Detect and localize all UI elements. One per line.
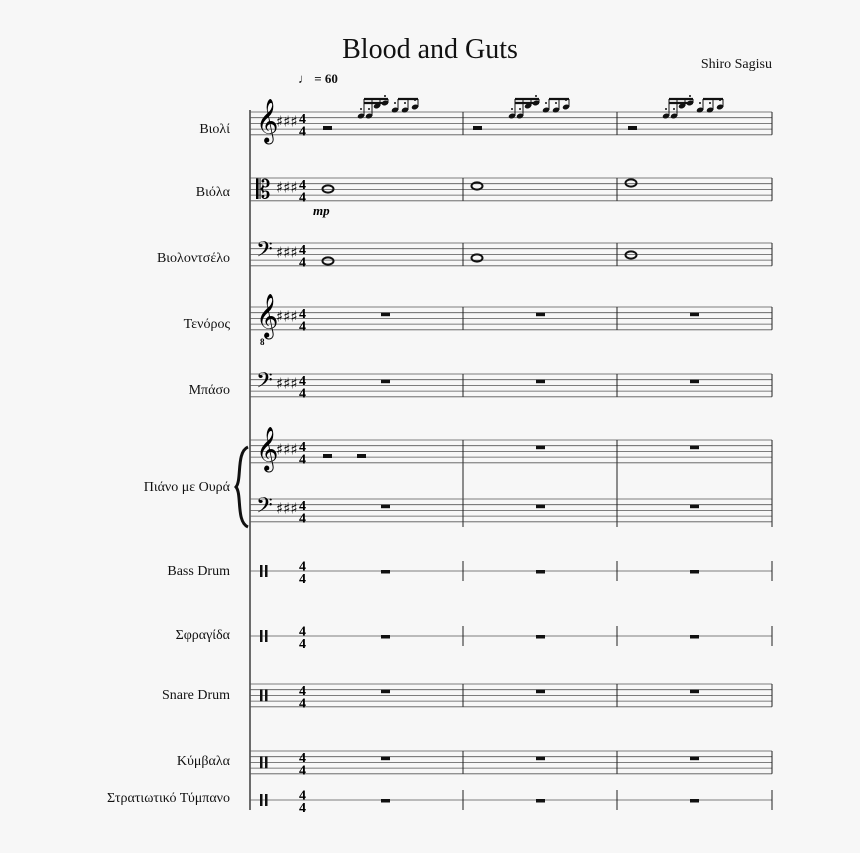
time-signature-top: 4 xyxy=(299,306,306,322)
time-signature-bottom: 4 xyxy=(299,637,306,652)
time-signature-top: 4 xyxy=(299,559,306,575)
time-signature-top: 4 xyxy=(299,111,306,127)
key-signature-sharps: ♯♯♯ xyxy=(276,307,298,326)
staccato-dot xyxy=(555,102,557,104)
staccato-dot xyxy=(384,95,386,97)
staccato-dot xyxy=(673,108,675,110)
whole-rest xyxy=(690,690,699,694)
half-rest xyxy=(323,126,332,130)
staccato-dot xyxy=(511,108,513,110)
time-signature-bottom: 4 xyxy=(299,319,306,335)
time-signature-top: 4 xyxy=(299,242,306,258)
time-signature-top: 4 xyxy=(299,750,306,766)
percussion-staff xyxy=(250,560,772,588)
whole-note xyxy=(472,254,483,261)
whole-note xyxy=(323,257,334,264)
time-signature-bottom: 4 xyxy=(299,763,306,779)
bass-clef-icon: 𝄢 xyxy=(256,493,273,524)
time-signature-bottom: 4 xyxy=(299,190,306,206)
whole-rest xyxy=(536,799,545,803)
whole-rest xyxy=(536,635,545,639)
whole-rest xyxy=(690,635,699,639)
instrument-label-cymbals: Κύμβαλα xyxy=(176,754,230,769)
bass-clef-icon: 𝄢 xyxy=(256,237,273,268)
whole-rest xyxy=(536,757,545,761)
violin-note-groups xyxy=(357,95,724,119)
percussion-clef-icon xyxy=(260,794,263,806)
whole-rest xyxy=(536,313,545,317)
staccato-dot xyxy=(404,102,406,104)
instrument-label-violin: Βιολί xyxy=(199,122,230,137)
time-signature-top: 4 xyxy=(299,683,306,699)
staff xyxy=(250,368,772,401)
percussion-clef-icon xyxy=(260,689,263,701)
key-signature-sharps: ♯♯♯ xyxy=(276,112,298,131)
whole-rest xyxy=(536,380,545,384)
note-group xyxy=(508,95,570,119)
time-signature-top: 4 xyxy=(299,177,306,193)
percussion-staff xyxy=(250,789,772,817)
percussion-clef-icon xyxy=(260,630,263,642)
time-signature-bottom: 4 xyxy=(299,572,306,587)
staccato-dot xyxy=(689,95,691,97)
half-rest xyxy=(473,126,482,130)
percussion-clef-icon xyxy=(260,756,263,768)
octave-marker: 8 xyxy=(260,336,265,347)
time-signature-top: 4 xyxy=(299,439,306,455)
score-title: Blood and Guts xyxy=(342,34,518,65)
tempo-marking: ♩ = 60 xyxy=(298,71,338,86)
percussion-staff xyxy=(250,751,772,779)
whole-rest xyxy=(536,505,545,509)
staccato-dot xyxy=(699,102,701,104)
staccato-dot xyxy=(545,102,547,104)
key-signature-sharps: ♯♯♯ xyxy=(276,374,298,393)
whole-rest xyxy=(381,690,390,694)
staff xyxy=(250,493,772,526)
half-rest xyxy=(323,454,332,458)
treble-clef-icon: 𝄞 xyxy=(256,426,279,471)
key-signature-sharps: ♯♯♯ xyxy=(276,178,298,197)
treble8-clef-icon: 𝄞 xyxy=(256,293,279,338)
time-signature-top: 4 xyxy=(299,624,306,640)
whole-rest xyxy=(690,799,699,803)
time-signature-top: 4 xyxy=(299,788,306,804)
percussion-clef-icon xyxy=(260,565,263,577)
staccato-dot xyxy=(368,108,370,110)
whole-rest xyxy=(690,380,699,384)
whole-rest xyxy=(690,446,699,450)
staff xyxy=(250,293,772,346)
whole-rest xyxy=(536,570,545,574)
piano-brace xyxy=(236,447,248,527)
half-rest xyxy=(628,126,637,130)
dynamic-mp: mp xyxy=(313,203,330,218)
staccato-dot xyxy=(360,108,362,110)
whole-rest xyxy=(381,570,390,574)
whole-rest xyxy=(536,446,545,450)
instrument-label-military-drum: Στρατιωτικό Τύμπανο xyxy=(106,791,230,806)
instrument-label-snare-drum: Snare Drum xyxy=(161,688,230,703)
percussion-staff xyxy=(250,684,772,712)
whole-note xyxy=(626,251,637,258)
time-signature-bottom: 4 xyxy=(299,255,306,271)
instrument-label-bass: Μπάσο xyxy=(188,383,230,398)
instrument-label-tenor: Τενόρος xyxy=(183,317,230,332)
percussion-staff xyxy=(250,625,772,653)
staccato-dot xyxy=(535,95,537,97)
staff xyxy=(250,175,772,205)
note-group xyxy=(357,95,419,119)
instrument-label-bass-drum: Bass Drum xyxy=(167,564,230,579)
whole-rest xyxy=(690,505,699,509)
key-signature-sharps: ♯♯♯ xyxy=(276,440,298,459)
half-rest xyxy=(357,454,366,458)
time-signature-bottom: 4 xyxy=(299,696,306,712)
time-signature-bottom: 4 xyxy=(299,386,306,402)
whole-rest xyxy=(381,635,390,639)
instrument-label-seal: Σφραγίδα xyxy=(175,628,230,643)
time-signature-top: 4 xyxy=(299,373,306,389)
key-signature-sharps: ♯♯♯ xyxy=(276,499,298,518)
alto-clef-icon: 𝄡 xyxy=(256,175,271,206)
instrument-label-viola: Βιόλα xyxy=(195,185,230,200)
staccato-dot xyxy=(709,102,711,104)
instrument-label-piano: Πιάνο με Ουρά xyxy=(143,480,230,495)
whole-rest xyxy=(381,799,390,803)
staccato-dot xyxy=(394,102,396,104)
key-signature-sharps: ♯♯♯ xyxy=(276,243,298,262)
whole-rest xyxy=(381,380,390,384)
staccato-dot xyxy=(519,108,521,110)
whole-rest xyxy=(690,313,699,317)
bass-clef-icon: 𝄢 xyxy=(256,368,273,399)
whole-rest xyxy=(381,505,390,509)
treble-clef-icon: 𝄞 xyxy=(256,98,279,143)
staff xyxy=(250,98,772,144)
staccato-dot xyxy=(665,108,667,110)
time-signature-bottom: 4 xyxy=(299,124,306,140)
whole-rest xyxy=(536,690,545,694)
composer-name: Shiro Sagisu xyxy=(700,57,772,72)
whole-note xyxy=(626,179,637,186)
whole-rest xyxy=(690,570,699,574)
time-signature-bottom: 4 xyxy=(299,452,306,468)
whole-rest xyxy=(381,313,390,317)
whole-rest xyxy=(381,757,390,761)
time-signature-bottom: 4 xyxy=(299,511,306,527)
whole-rest xyxy=(690,757,699,761)
staff xyxy=(250,426,772,472)
time-signature-top: 4 xyxy=(299,498,306,514)
note-group xyxy=(662,95,724,119)
time-signature-bottom: 4 xyxy=(299,801,306,816)
instrument-label-cello: Βιολοντσέλο xyxy=(156,251,230,266)
